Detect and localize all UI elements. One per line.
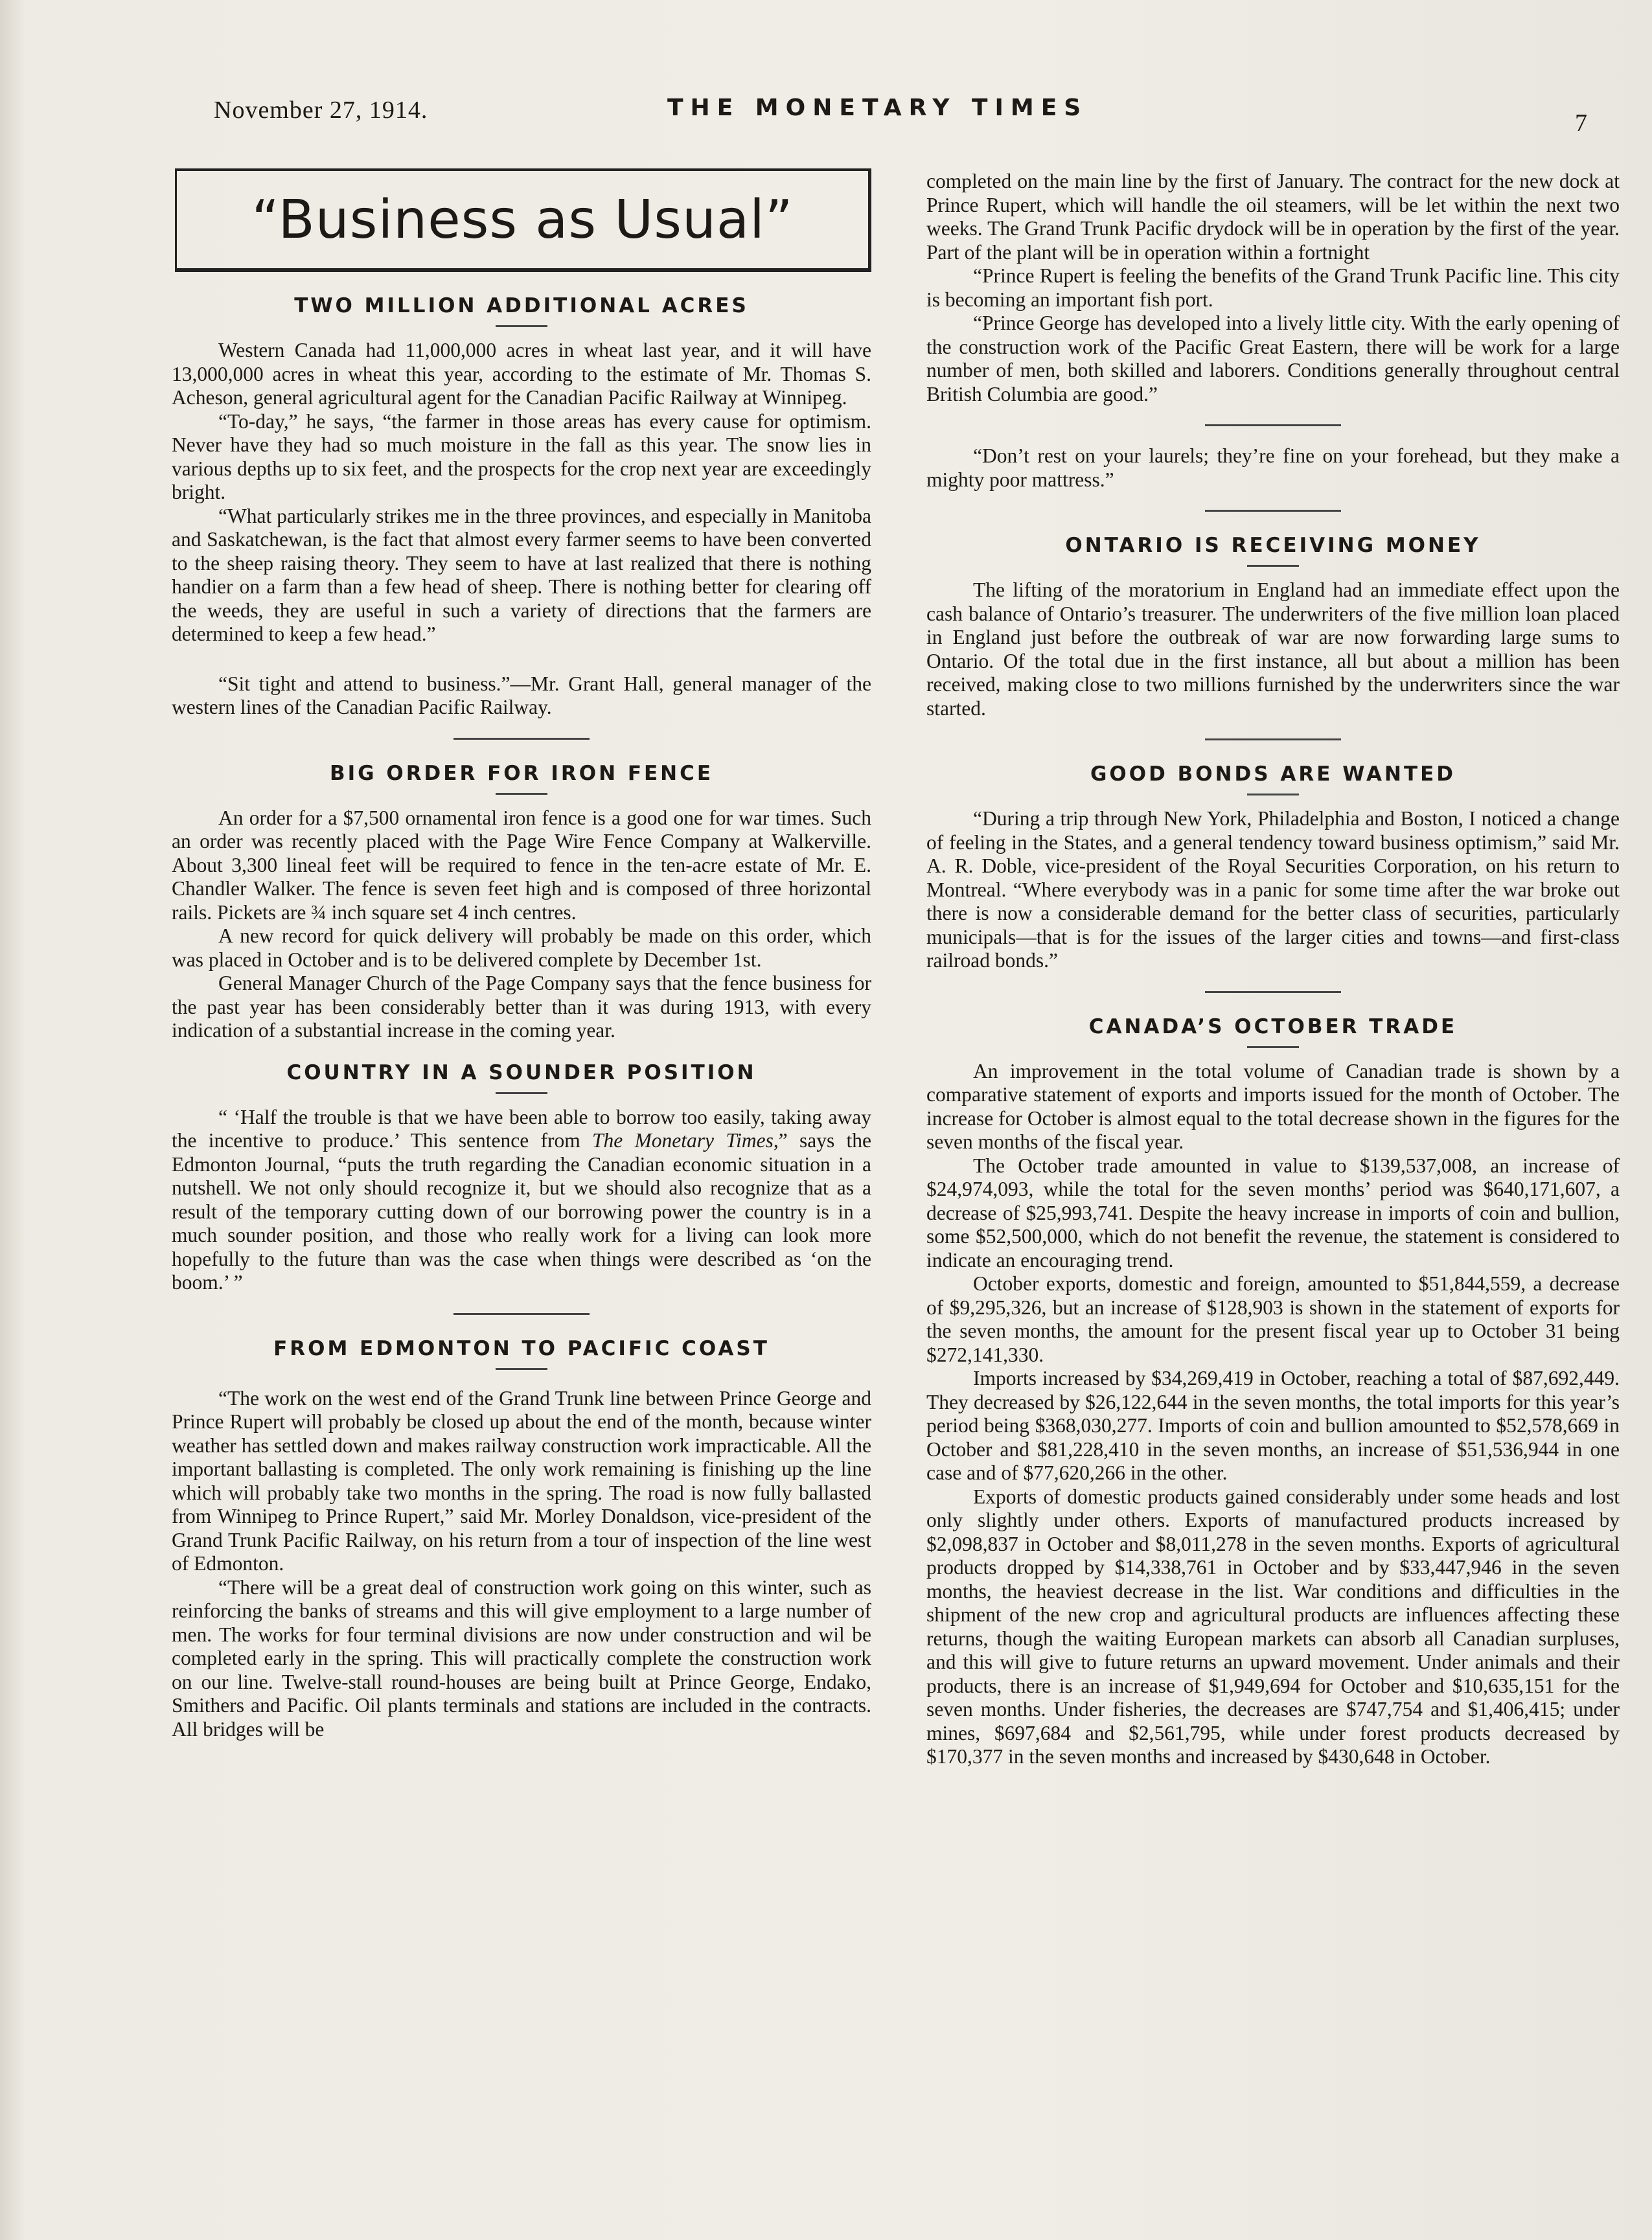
article-paragraph: “The work on the west end of the Grand Trunk line between Prince George and Prince Rupert will probably be closed up about the end of the month, because winter weather has settled down and makes railway construction work impracticable. All the important ballasting is completed. The only work remaining is finishing up the line which will probably take two months in the spring. The road is now fully ballasted from Winnipeg to Prince Rupert,” said Mr. Morley Donaldson, vice-president of the Grand Trunk Pacific Railway, on his return from a tour of inspection of the line west of Edmonton. [172, 1386, 871, 1575]
article-paragraph: General Manager Church of the Page Company says that the fence business for the past year has been considerably better than it was during 1913, with every indication of a substantial increase in the coming year. [172, 972, 871, 1042]
heading-rule [496, 1368, 547, 1370]
article-heading-ontario: ONTARIO IS RECEIVING MONEY [1065, 534, 1481, 557]
heading-rule [1247, 565, 1299, 567]
article-heading-edmonton: FROM EDMONTON TO PACIFIC COAST [273, 1336, 770, 1360]
banner-box [175, 168, 871, 272]
article-paragraph: The lifting of the moratorium in England had an immediate effect upon the cash balance of Ontario’s treasurer. The underwriters of the five million loan placed in England just before the outbreak of war are now forwarding large sums to Ontario. Of the total due in the first instance, all but about a million has been received, making close to two millions furnished by the underwriters since the war started. [926, 578, 1620, 720]
article-paragraph: “Prince Rupert is feeling the benefits of the Grand Trunk Pacific line. This city is becoming an important fish port. [926, 264, 1620, 311]
article-paragraph: October exports, domestic and foreign, amounted to $51,844,559, a decrease of $9,295,326, but an increase of $128,903 is shown in the statement of exports for the seven months, the amount for the present fiscal year up to October 31 being $272,141,330. [926, 1272, 1620, 1366]
article-paragraph: An improvement in the total volume of Canadian trade is shown by a comparative statement of exports and imports issued for the month of October. The increase for October is almost equal to the total decrease shown in the figures for the seven months of the fiscal year. [926, 1059, 1620, 1153]
article-paragraph: Exports of domestic products gained considerably under some heads and lost only slightly under others. Exports of manufactured products increased by $2,098,837 in October and $8,011,278 in the seven months. Exports of agricultural products dropped by $14,338,761 in October and by $33,447,946 in the seven months, the heaviest decrease in the list. War conditions and difficulties in the shipment of the new crop and agricultural products are influences affecting these returns, though the waiting European markets can absorb all Canadian surpluses, and this will give to future returns an upward movement. Under animals and their products, there is an increase of $1,949,694 for October and $10,635,151 for the seven months. Under fisheries, the decreases are $747,754 and $1,406,415; under mines, $697,684 and $2,561,795, while under forest products decreased by $170,377 in the seven months and increased by $430,648 in October. [926, 1485, 1620, 1768]
article-heading-acres: TWO MILLION ADDITIONAL ACRES [294, 294, 749, 317]
article-paragraph: “To-day,” he says, “the farmer in those areas has every cause for optimism. Never have they had so much moisture in the fall as this year. The snow lies in various depths up to six feet, and the prospects for the crop next year are exceedingly bright. [172, 409, 871, 503]
article-paragraph: “There will be a great deal of construction work going on this winter, such as reinforcing the banks of streams and this will give employment to a large number of men. The works for four terminal divisions are now under construction and wil be completed early in the spring. This will practically complete the construction work on our line. Twelve-stall round-houses are being built at Prince George, Endako, Smithers and Pacific. Oil plants terminals and stations are included in the contracts. All bridges will be [172, 1575, 871, 1741]
article-paragraph: completed on the main line by the first of January. The contract for the new dock at Prince Rupert, which will handle the oil steamers, will be let within the next two weeks. The Grand Trunk Pacific drydock will be in operation by the first of the year. Part of the plant will be in operation within a fortnight [926, 170, 1620, 264]
heading-rule [496, 1092, 547, 1094]
heading-rule [496, 325, 547, 327]
page-header [214, 91, 1587, 136]
separator-rule [453, 1313, 590, 1315]
separator-rule [1205, 991, 1341, 993]
masthead: THE MONETARY TIMES [667, 95, 1088, 121]
heading-rule [496, 793, 547, 795]
quote-laurels: “Don’t rest on your laurels; they’re fine on your forehead, but they make a mighty poor mattress.” [926, 444, 1620, 491]
article-heading-bonds: GOOD BONDS ARE WANTED [1090, 762, 1456, 786]
article-heading-trade: CANADA’S OCTOBER TRADE [1088, 1014, 1458, 1038]
right-column [926, 170, 1620, 1769]
quote-grant-hall: “Sit tight and attend to business.”—Mr. Grant Hall, general manager of the western lines of the Canadian Pacific Railway. [172, 672, 871, 718]
heading-rule [1247, 794, 1299, 795]
publication-title: The Monetary Times [592, 1129, 774, 1152]
page-number: 7 [1575, 109, 1587, 137]
separator-rule [1205, 424, 1341, 426]
article-paragraph: “What particularly strikes me in the three provinces, and especially in Manitoba and Saskatchewan, is the fact that almost every farmer seems to have been converted to the sheep raising theory. They seem to have at last realized that there is nothing handier on a farm than a few head of sheep. There is nothing better for clearing off the weeds, they are useful in such a variety of directions that the farmers are determined to keep a few head.” [172, 504, 871, 645]
separator-rule [453, 738, 590, 740]
article-paragraph: Imports increased by $34,269,419 in October, reaching a total of $87,692,449. They decreased by $26,122,644 in the seven months, the total imports for this year’s period being $368,030,277. Imports of coin and bullion amounted to $52,578,669 in October and $81,228,410 in the seven months, an increase of $51,536,944 in one case and of $77,620,266 in the other. [926, 1367, 1620, 1484]
article-heading-fence: BIG ORDER FOR IRON FENCE [329, 761, 714, 785]
issue-date: November 27, 1914. [214, 97, 428, 124]
article-paragraph: The October trade amounted in value to $139,537,008, an increase of $24,974,093, while the total for the seven months’ period was $640,171,607, a decrease of $25,993,741. Despite the heavy increase in imports of coin and bullion, some $52,500,000, which do not benefit the revenue, the statement is considered to indicate an encouraging trend. [926, 1154, 1620, 1272]
separator-rule [1205, 510, 1341, 512]
heading-rule [1247, 1046, 1299, 1048]
article-paragraph: “During a trip through New York, Philadelphia and Boston, I noticed a change of feeling in the States, and a general tendency toward business optimism,” said Mr. A. R. Doble, vice-president of the Royal Securities Corporation, on his return to Montreal. “Where everybody was in a panic for some time after the war broke out there is now a considerable demand for the better class of securities, particularly municipals—that is for the issues of the larger cities and towns—and first-class railroad bonds.” [926, 807, 1620, 972]
article-paragraph: Western Canada had 11,000,000 acres in wheat last year, and it will have 13,000,000 acres in wheat this year, according to the estimate of Mr. Thomas S. Acheson, general agricultural agent for the Canadian Pacific Railway at Winnipeg. [172, 339, 871, 409]
article-paragraph: An order for a $7,500 ornamental iron fence is a good one for war times. Such an order was recently placed with the Page Wire Fence Company at Walkerville. About 3,300 lineal feet will be required to fence in the ten-acre estate of Mr. E. Chandler Walker. The fence is seven feet high and is composed of three horizontal rails. Pickets are ¾ inch square set 4 inch centres. [172, 806, 871, 924]
separator-rule [1205, 738, 1341, 740]
banner-title: “Business as Usual” [251, 189, 794, 251]
article-paragraph: “ ‘Half the trouble is that we have been able to borrow too easily, taking away the incentive to produce.’ This sentence from The Monetary Times,” says the Edmonton Journal, “puts the truth regarding the Canadian economic situation in a nutshell. We not only should recognize it, but we should also recognize that as a result of the temporary cutting down of our borrowing power the country is in a much sounder position, and those who really work for a living can look more hopefully to the future than was the case when things were described as ‘on the boom.’ ” [172, 1105, 872, 1294]
article-paragraph: A new record for quick delivery will probably be made on this order, which was placed in October and is to be delivered complete by December 1st. [172, 924, 871, 971]
article-paragraph: “Prince George has developed into a lively little city. With the early opening of the construction work of the Pacific Great Eastern, there will be work for a large number of men, both skilled and laborers. Conditions generally throughout central British Columbia are good.” [926, 312, 1620, 406]
left-column [172, 168, 871, 1741]
article-heading-country: COUNTRY IN A SOUNDER POSITION [286, 1060, 757, 1084]
